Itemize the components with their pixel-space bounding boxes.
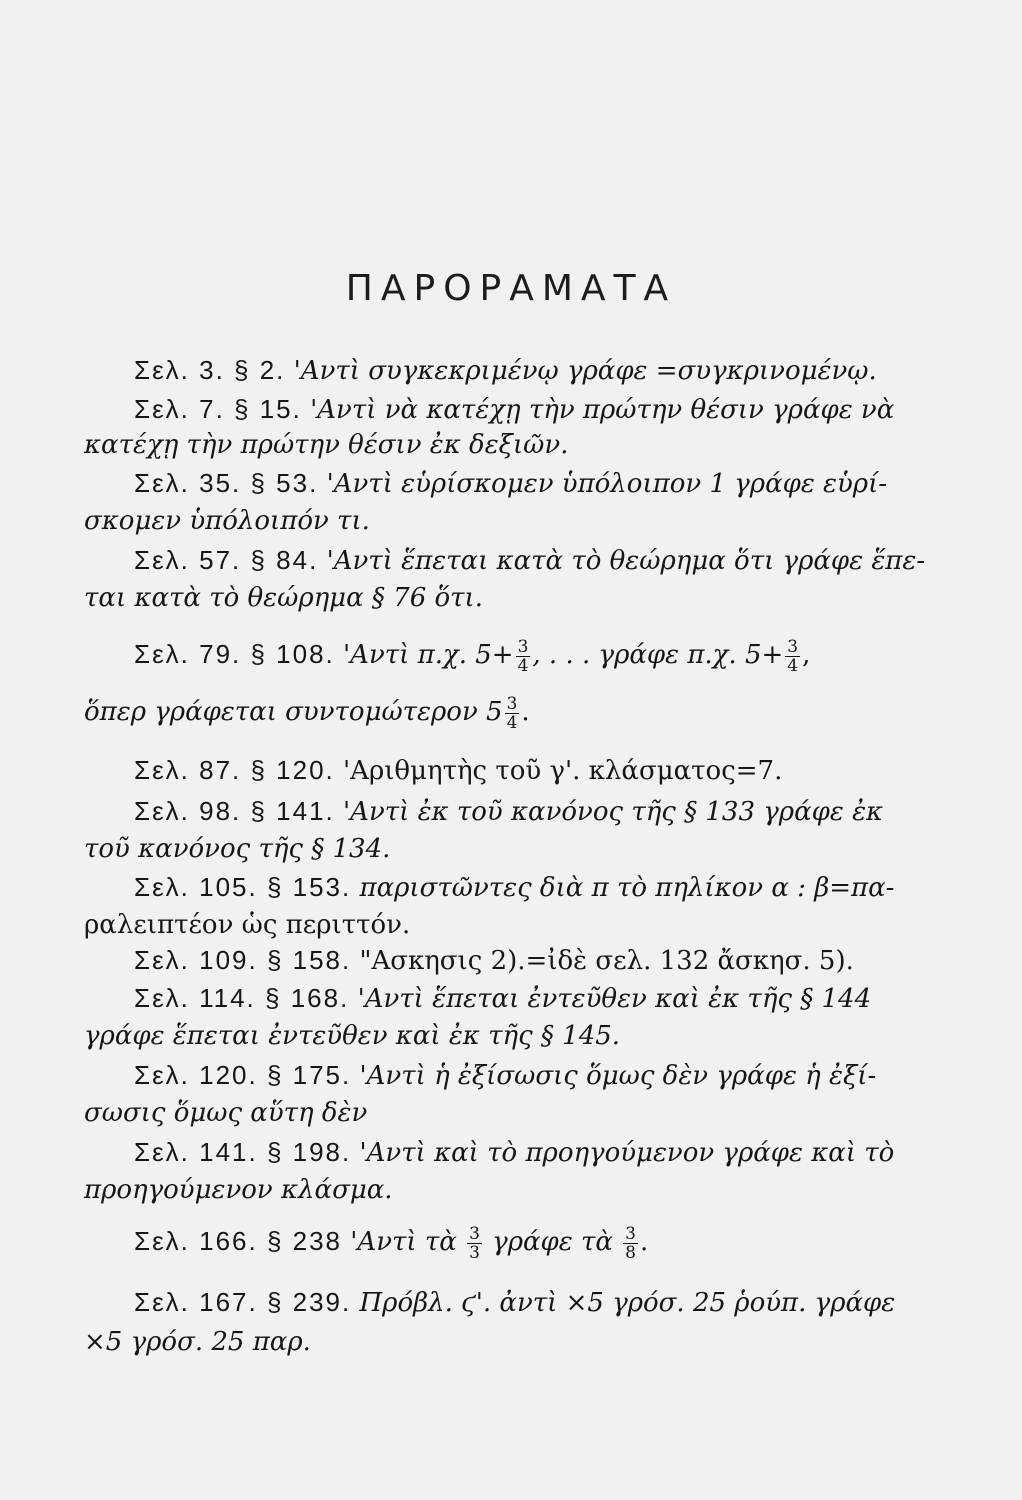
entry-text: 'Αντὶ ἕπεται κατὰ τὸ θεώρημα ὅτι γράφε ἕπε- xyxy=(326,546,926,576)
errata-entry xyxy=(134,791,934,831)
entry-ref: Σελ. 120. § 175. xyxy=(134,1060,352,1090)
errata-entry xyxy=(134,463,934,503)
entry-text: κατέχῃ τὴν πρώτην θέσιν ἐκ δεξιῶν. xyxy=(84,430,569,460)
fraction xyxy=(505,695,520,732)
errata-entry xyxy=(134,940,934,980)
entry-ref: Σελ. 166. § 238 xyxy=(134,1226,343,1256)
errata-entry xyxy=(134,1217,934,1265)
entry-continuation xyxy=(84,1170,884,1210)
fraction xyxy=(623,1225,638,1262)
entry-text: σωσις ὅμως αὕτη δὲν xyxy=(84,1098,368,1128)
entry-ref: Σελ. 109. § 158. xyxy=(134,945,352,975)
fraction-numerator: 3 xyxy=(517,636,529,657)
entry-text: "Ασκησις 2).=ἰδὲ σελ. 132 ἄσκησ. 5). xyxy=(359,946,854,976)
entry-text: 'Αντὶ ἐκ τοῦ κανόνος τῆς § 133 γράφε ἐκ xyxy=(343,797,884,827)
entry-continuation xyxy=(84,1093,884,1133)
fraction-numerator: 3 xyxy=(787,636,799,657)
entry-text: ραλειπτέον ὡς περιττόν. xyxy=(84,910,411,940)
fraction-denominator: 4 xyxy=(517,655,529,676)
errata-entry xyxy=(134,1055,934,1095)
fraction-denominator: 4 xyxy=(787,655,799,676)
entry-ref: Σελ. 98. § 141. xyxy=(134,796,335,826)
entry-text: 'Αντὶ π.χ. 5+ xyxy=(343,640,514,670)
fraction xyxy=(785,638,800,675)
entry-text: 'Αντὶ νὰ κατέχῃ τὴν πρώτην θέσιν γράφε νὰ xyxy=(310,395,895,425)
entry-ref: Σελ. 105. § 153. xyxy=(134,872,352,902)
entry-text: 'Αντὶ καὶ τὸ προηγούμενον γράφε καὶ τὸ xyxy=(359,1138,895,1168)
entry-text: 'Αντὶ ἡ ἐξίσωσις ὅμως δὲν γράφε ἡ ἐξί- xyxy=(359,1061,877,1091)
errata-entry xyxy=(134,389,934,429)
fraction xyxy=(516,638,531,675)
entry-text: παριστῶντες διὰ π τὸ πηλίκον α : β=πα- xyxy=(359,873,895,903)
entry-continuation xyxy=(84,905,884,945)
entry-text: , . . . γράφε π.χ. 5+ xyxy=(532,640,784,670)
entry-text: γράφε ἕπεται ἐντεῦθεν καὶ ἐκ τῆς § 145. xyxy=(84,1021,621,1051)
entry-continuation xyxy=(84,425,884,465)
fraction-denominator: 8 xyxy=(625,1242,636,1263)
entry-ref: Σελ. 141. § 198. xyxy=(134,1137,352,1167)
entry-text: τοῦ κανόνος τῆς § 134. xyxy=(84,834,391,864)
errata-entry xyxy=(134,1282,934,1322)
entry-text: , xyxy=(802,640,811,670)
entry-ref: Σελ. 79. § 108. xyxy=(134,639,335,669)
fraction-numerator: 3 xyxy=(506,693,518,714)
entry-ref: Σελ. 167. § 239. xyxy=(134,1287,352,1317)
entry-continuation xyxy=(84,829,884,869)
fraction xyxy=(467,1225,482,1262)
errata-entry xyxy=(134,750,934,790)
entry-continuation xyxy=(84,1016,884,1056)
entry-ref: Σελ. 114. § 168. xyxy=(134,983,350,1013)
entry-text: 'Αριθμητὴς τοῦ γ'. κλάσματος=7. xyxy=(343,756,783,786)
entry-text: ται κατὰ τὸ θεώρημα § 76 ὅτι. xyxy=(84,583,484,613)
entry-text: σκομεν ὑπόλοιπόν τι. xyxy=(84,506,370,536)
entry-continuation xyxy=(84,1322,884,1362)
entry-continuation xyxy=(84,578,884,618)
fraction-denominator: 4 xyxy=(506,712,518,733)
entry-text: . xyxy=(640,1227,649,1257)
entry-ref: Σελ. 57. § 84. xyxy=(134,545,319,575)
fraction-numerator: 3 xyxy=(469,1223,480,1244)
errata-entry xyxy=(134,978,934,1018)
entry-text: . xyxy=(521,697,530,727)
entry-continuation xyxy=(84,688,884,736)
entry-text: προηγούμενον κλάσμα. xyxy=(84,1175,393,1205)
errata-entry xyxy=(134,350,934,390)
errata-entry xyxy=(134,867,934,907)
errata-entry xyxy=(134,630,934,678)
entry-ref: Σελ. 35. § 53. xyxy=(134,468,319,498)
errata-entry xyxy=(134,540,934,580)
entry-text: ×5 γρόσ. 25 παρ. xyxy=(84,1327,311,1357)
fraction-numerator: 3 xyxy=(625,1223,636,1244)
errata-entry xyxy=(134,1132,934,1172)
entry-text: 'Αντὶ ἕπεται ἐντεῦθεν καὶ ἐκ τῆς § 144 xyxy=(357,984,872,1014)
entry-text: Πρόβλ. ϛ'. ἀντὶ ×5 γρόσ. 25 ῥούπ. γράφε xyxy=(359,1288,896,1318)
entry-text: ὅπερ γράφεται συντομώτερον 5 xyxy=(84,697,503,727)
entry-text: γράφε τὰ xyxy=(492,1227,613,1257)
entry-ref: Σελ. 87. § 120. xyxy=(134,755,335,785)
entry-ref: Σελ. 3. § 2. xyxy=(134,355,286,385)
page-title: ΠΑΡΟΡΑΜΑΤΑ xyxy=(345,268,677,309)
entry-text: 'Αντὶ τὰ xyxy=(350,1227,457,1257)
entry-text: 'Αντὶ συγκεκριμένῳ γράφε =συγκρινομένῳ. xyxy=(293,356,877,386)
fraction-denominator: 3 xyxy=(469,1242,480,1263)
entry-text: 'Αντὶ εὑρίσκομεν ὑπόλοιπον 1 γράφε εὑρί- xyxy=(326,469,888,499)
entry-ref: Σελ. 7. § 15. xyxy=(134,394,302,424)
entry-continuation xyxy=(84,501,884,541)
